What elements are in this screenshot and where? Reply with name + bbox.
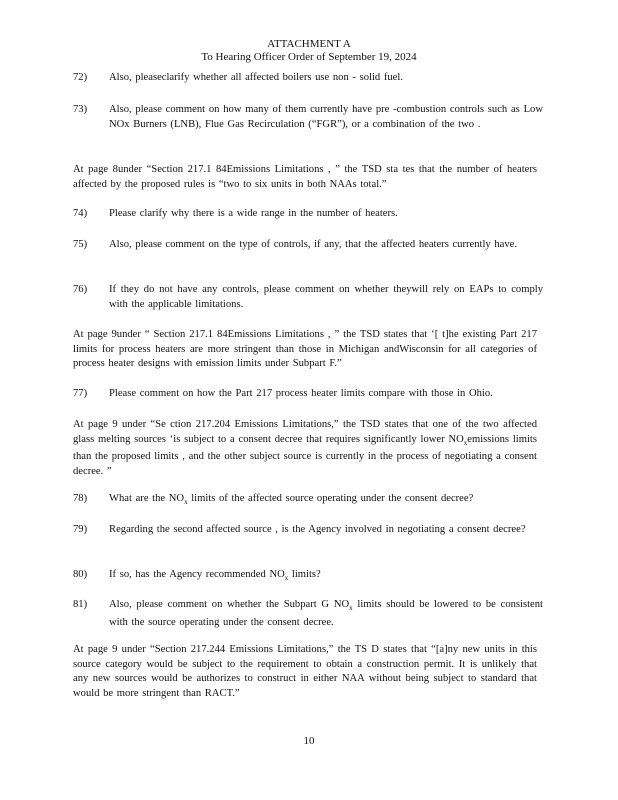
paragraph-text-part1: At page 9 under “Se ction 217.204 Emissions Limitations,” the TSD states that one of the two affected glass melting sources ‘is subject to a consent decree that requires significantly lower NO [73,419,537,445]
question-text: Regarding the second affected source , is the Agency involved in negotiating a consent decree? [109,524,526,535]
question-text-part2: limits? [288,569,321,580]
question-number: 73) [73,104,88,115]
paragraph-page9-glass-melting [73,418,537,479]
question-72 [73,71,543,86]
question-number: 79) [73,524,88,535]
question-text [109,568,543,586]
question-77 [73,387,543,402]
question-81 [73,598,543,630]
question-number: 78) [73,493,88,504]
question-number: 75) [73,239,88,250]
question-79 [73,523,543,538]
question-text: Please clarify why there is a wide range in the number of heaters. [109,208,398,219]
question-text-part1: Also, please comment on whether the Subpart G NO [109,599,350,610]
question-text-part1: If so, has the Agency recommended NO [109,569,285,580]
question-text: Also, please comment on the type of controls, if any, that the affected heaters currently have. [109,239,518,250]
nox-subscript: x [284,574,289,583]
question-number: 74) [73,208,88,219]
question-73 [73,103,543,132]
nox-subscript: x [184,498,188,507]
question-80 [73,568,543,586]
page-number: 10 [303,735,315,747]
question-text: If they do not have any controls, please comment on whether theywill rely on EAPs to comply with the applicable limitations. [109,284,543,310]
nox-subscript: x [463,438,468,447]
question-74 [73,207,543,222]
question-text [109,492,543,510]
question-number: 80) [73,569,88,580]
paragraph-page8-heaters: At page 8under “Section 217.1 84Emissions Limitations , ” the TSD sta tes that the number of heaters affected by the proposed rules is “two to six units in both NAAs total.” [73,164,537,190]
question-78 [73,492,543,510]
question-76 [73,283,543,312]
question-text: Also, pleaseclarify whether all affected boilers use non - solid fuel. [109,72,403,83]
question-number: 81) [73,599,88,610]
order-subtitle: To Hearing Officer Order of September 19, 2024 [201,51,417,63]
question-text-part2: limits of the affected source operating under the consent decree? [187,493,474,504]
question-text-part1: What are the NO [109,493,185,504]
question-number: 76) [73,284,88,295]
paragraph-page9-new-units: At page 9 under “Section 217.244 Emissions Limitations,” the TS D states that “[a]ny new units in this source category would be subject to the requirement to obtain a construction permit. It is unlikely that any new sources would be authorizes to construct in either NAA without being subject to standard that would be more stringent than RACT.” [73,644,537,699]
question-text: Also, please comment on how many of them currently have pre -combustion controls such as Low NOx Burners (LNB), Flue Gas Recirculation (“FGR”), or a combination of the two . [109,104,543,130]
paragraph-text-part2: emissions limits than the proposed limits , and the other subject source is currently in the process of negotiating a consent decree. ” [73,433,537,477]
question-number: 77) [73,388,88,399]
question-75 [73,238,543,253]
question-text: Please comment on how the Part 217 process heater limits compare with those in Ohio. [109,388,493,399]
question-number: 72) [73,72,88,83]
attachment-title: ATTACHMENT A [267,38,351,50]
paragraph-page9-process-heaters: At page 9under “ Section 217.1 84Emissions Limitations , ” the TSD states that ‘[ t]he existing Part 217 limits for process heaters are more stringent than those in Michigan andWisconsin for all categories of process heater designs with emission limits under Subpart F.” [73,329,537,370]
question-text-part2: limits should be lowered to be consistent with the source operating under the consent decree. [109,599,543,628]
nox-subscript: x [349,604,353,613]
question-text [109,598,543,630]
